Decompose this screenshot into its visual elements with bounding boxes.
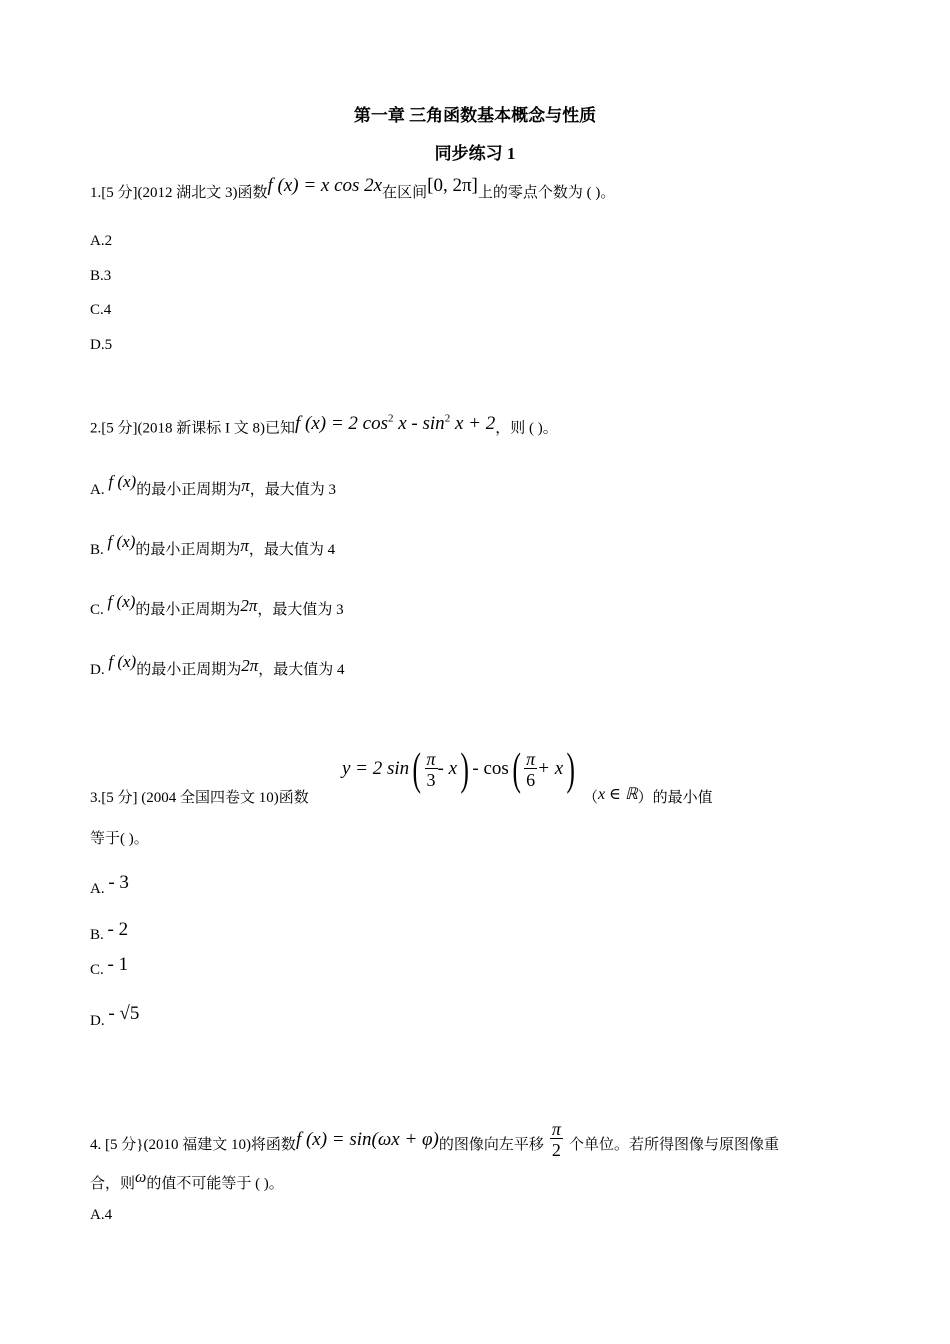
q1-option-b: B.3 [90, 268, 112, 284]
omega-symbol: ω [135, 1169, 147, 1186]
q3-option-c: C. - 1 [90, 954, 129, 978]
q1-mid: 在区间 [382, 185, 428, 201]
q4-suffix: 个单位。若所得图像与原图像重 [568, 1136, 779, 1153]
q2-suffix: ，则 ( )。 [495, 420, 558, 437]
section-title: 同步练习 1 [434, 144, 516, 163]
q3-formula: y = 2 sin( $\frac{\pi}{3}$ - x) - cos( $\frac{\pi}{6}$ + x) [342, 743, 576, 794]
q4-prefix: 4. [5 分}(2010 福建文 10)将函数 [90, 1136, 296, 1153]
q3-option-d: D. - √5 [90, 1003, 140, 1029]
question-1-stem [90, 175, 616, 203]
q3-domain: （x ∈ ℝ）的最小值 [583, 786, 713, 806]
q2-option-b: B. f (x)的最小正周期为π，最大值为 4 [90, 532, 336, 558]
q2-option-c: C. f (x)的最小正周期为2π，最大值为 3 [90, 592, 344, 618]
q4-option-a: A.4 [90, 1207, 113, 1223]
q2-option-a: A. f (x)的最小正周期为π，最大值为 3 [90, 472, 336, 498]
q3-option-b: B. - 2 [90, 919, 129, 943]
q1-suffix: 上的零点个数为 ( )。 [477, 185, 616, 201]
q1-prefix: 1.[5 分](2012 湖北文 3)函数 [90, 185, 268, 201]
q3-option-a: A. - 3 [90, 872, 129, 897]
q3-line2: 等于( )。 [90, 831, 149, 847]
q1-option-d: D.5 [90, 337, 113, 353]
fx-symbol: f (x) [108, 652, 137, 671]
q4-mid: 的图像向左平移 [438, 1136, 544, 1153]
fx-symbol: f (x) [107, 592, 136, 611]
q1-interval: [0, 2π] [427, 175, 478, 196]
fx-symbol: f (x) [108, 472, 137, 491]
chapter-title: 第一章 三角函数基本概念与性质 [353, 106, 597, 125]
q2-formula: f (x) = 2 $\cos^2 x - \sin^2 x + 2$ [294, 413, 496, 435]
q4-formula: f (x) = sin(ωx + φ) [295, 1128, 439, 1150]
q4-fraction: $\frac{\pi}{2}$ [551, 1119, 561, 1160]
q2-prefix: 2.[5 分](2018 新课标 I 文 8)已知 [90, 420, 295, 437]
q1-option-c: C.4 [90, 302, 112, 318]
q3-prefix: 3.[5 分] (2004 全国四卷文 10)函数 [90, 790, 309, 806]
q1-formula: f (x) = x cos 2x [267, 175, 383, 196]
fx-symbol: f (x) [107, 532, 136, 551]
q4-line2: 合，则ω的值不可能等于 ( )。 [90, 1169, 284, 1192]
q1-option-a: A.2 [90, 233, 113, 249]
question-2-stem [90, 413, 558, 438]
question-4-stem [90, 1119, 779, 1165]
q2-option-d: D. f (x)的最小正周期为2π，最大值为 4 [90, 652, 345, 678]
